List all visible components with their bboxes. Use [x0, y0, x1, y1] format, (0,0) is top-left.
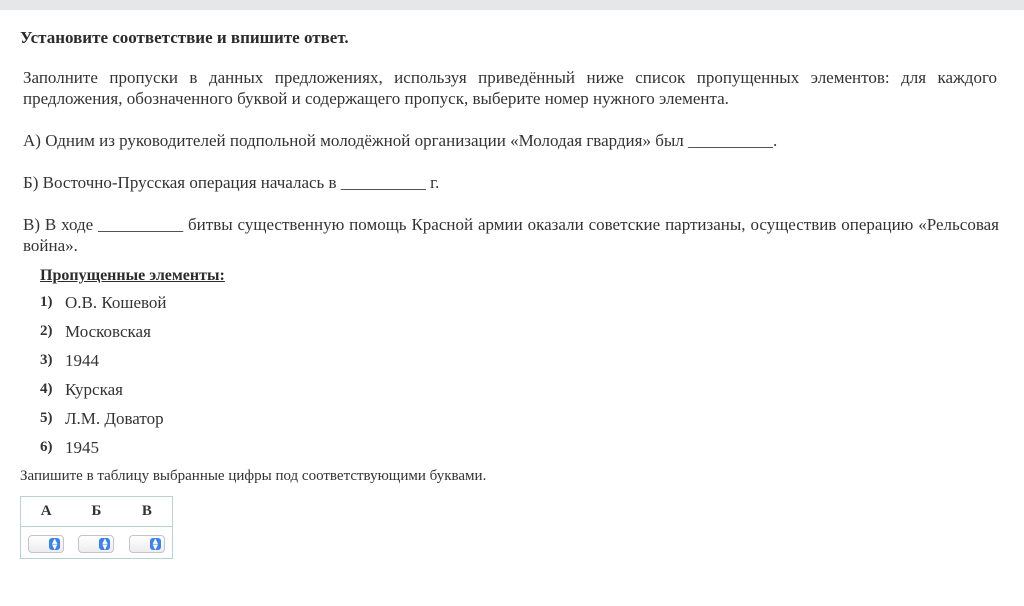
- updown-chevron-icon: ▲ ▼: [99, 538, 110, 550]
- options-heading: Пропущенные элементы:: [40, 267, 225, 284]
- option-text: 1945: [65, 438, 99, 457]
- option-number: 5): [40, 410, 53, 426]
- option-text: 1944: [65, 351, 99, 370]
- answer-cell-c: [122, 535, 172, 553]
- option-item: [40, 351, 167, 380]
- option-text: Московская: [65, 322, 151, 341]
- sentence-b: Б) Восточно-Прусская операция началась в __________ г.: [23, 173, 440, 192]
- option-text: О.В. Кошевой: [65, 293, 167, 312]
- option-number: 1): [40, 294, 53, 310]
- updown-chevron-icon: ▲ ▼: [150, 538, 161, 550]
- sentence-c: В) В ходе __________ битвы существенную помощь Красной армии оказали советские партизаны, осуществив операцию «Рельсовая война».: [23, 215, 999, 255]
- answer-cell-b: [71, 535, 121, 553]
- answer-select-c[interactable]: [129, 535, 165, 553]
- option-text: Л.М. Доватор: [65, 409, 164, 428]
- answer-select-a[interactable]: [28, 535, 64, 553]
- answer-header-a: А: [40, 503, 52, 519]
- option-item: [40, 409, 167, 438]
- top-bar: [0, 0, 1024, 10]
- option-number: 6): [40, 439, 53, 455]
- answer-table: [20, 496, 173, 559]
- task-title: Установите соответствие и впишите ответ.: [20, 28, 349, 47]
- option-item: [40, 322, 167, 351]
- updown-chevron-icon: ▲ ▼: [49, 538, 60, 550]
- answer-table-header: [21, 497, 172, 527]
- options-list: [40, 293, 167, 467]
- option-item: [40, 380, 167, 409]
- sentence-a: А) Одним из руководителей подпольной молодёжной организации «Молодая гвардия» был __________.: [23, 131, 778, 150]
- option-item: [40, 293, 167, 322]
- option-text: Курская: [65, 380, 123, 399]
- task-instructions: Заполните пропуски в данных предложениях, используя приведённый ниже список пропущенных элементов: для каждого предложения, обозначенного буквой и содержащего пропуск, выберите номер нужного элемента.: [23, 68, 997, 108]
- answer-header-c: В: [141, 503, 152, 519]
- option-number: 4): [40, 381, 53, 397]
- answer-header-b: Б: [91, 503, 102, 519]
- option-item: [40, 438, 167, 467]
- answer-table-row: [21, 527, 172, 560]
- option-number: 2): [40, 323, 53, 339]
- answer-table-caption: Запишите в таблицу выбранные цифры под соответствующими буквами.: [20, 468, 487, 484]
- answer-cell-a: [21, 535, 71, 553]
- option-number: 3): [40, 352, 53, 368]
- answer-select-b[interactable]: [78, 535, 114, 553]
